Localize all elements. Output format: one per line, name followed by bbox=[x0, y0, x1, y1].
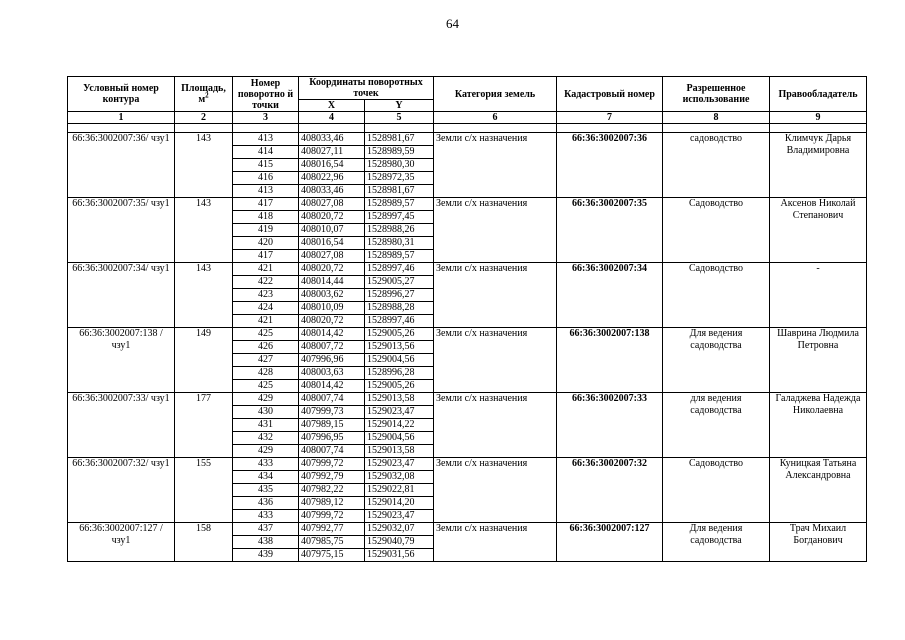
coord-x: 408022,96 bbox=[299, 172, 365, 185]
page-number: 64 bbox=[446, 16, 459, 31]
header-x: X bbox=[299, 100, 365, 112]
owner: Галаджева Надежда Николаевна bbox=[770, 393, 867, 458]
point-number: 430 bbox=[233, 406, 299, 419]
header-contour: Условный номер контура bbox=[68, 77, 175, 112]
coord-x: 407996,95 bbox=[299, 432, 365, 445]
point-number: 417 bbox=[233, 250, 299, 263]
col-number: 3 bbox=[233, 112, 299, 124]
coord-y: 1528981,67 bbox=[365, 185, 434, 198]
point-number: 413 bbox=[233, 133, 299, 146]
contour-number: 66:36:3002007:138 /чзу1 bbox=[68, 328, 175, 393]
coord-x: 408007,74 bbox=[299, 445, 365, 458]
coord-y: 1528989,57 bbox=[365, 250, 434, 263]
coord-x: 407996,96 bbox=[299, 354, 365, 367]
point-number: 417 bbox=[233, 198, 299, 211]
coord-x: 408003,63 bbox=[299, 367, 365, 380]
coord-y: 1529023,47 bbox=[365, 406, 434, 419]
owner: - bbox=[770, 263, 867, 328]
coord-x: 407989,15 bbox=[299, 419, 365, 432]
area-value: 143 bbox=[175, 263, 233, 328]
coord-y: 1528996,28 bbox=[365, 367, 434, 380]
coord-x: 407999,72 bbox=[299, 510, 365, 523]
coord-x: 407999,72 bbox=[299, 458, 365, 471]
coord-x: 408010,07 bbox=[299, 224, 365, 237]
header-owner: Правообладатель bbox=[770, 77, 867, 112]
coord-x: 407985,75 bbox=[299, 536, 365, 549]
coord-x: 408033,46 bbox=[299, 185, 365, 198]
coord-x: 407975,15 bbox=[299, 549, 365, 562]
col-number: 4 bbox=[299, 112, 365, 124]
point-number: 421 bbox=[233, 315, 299, 328]
header-coords: Координаты поворотных точек bbox=[299, 77, 434, 100]
col-number: 5 bbox=[365, 112, 434, 124]
coord-x: 408027,08 bbox=[299, 250, 365, 263]
contour-number: 66:36:3002007:35/ чзу1 bbox=[68, 198, 175, 263]
column-numbers-row bbox=[68, 112, 867, 124]
point-number: 419 bbox=[233, 224, 299, 237]
permitted-use: Садоводство bbox=[663, 198, 770, 263]
cadastral-number: 66:36:3002007:34 bbox=[557, 263, 663, 328]
coord-x: 407992,77 bbox=[299, 523, 365, 536]
coord-x: 408014,42 bbox=[299, 380, 365, 393]
point-number: 429 bbox=[233, 445, 299, 458]
coord-y: 1528988,26 bbox=[365, 224, 434, 237]
cadastral-number: 66:36:3002007:33 bbox=[557, 393, 663, 458]
contour-number: 66:36:3002007:127 /чзу1 bbox=[68, 523, 175, 562]
area-value: 155 bbox=[175, 458, 233, 523]
coord-y: 1528980,31 bbox=[365, 237, 434, 250]
table-row bbox=[68, 393, 867, 406]
coord-x: 408027,11 bbox=[299, 146, 365, 159]
coord-y: 1529014,22 bbox=[365, 419, 434, 432]
coord-y: 1529005,27 bbox=[365, 276, 434, 289]
coord-x: 408007,74 bbox=[299, 393, 365, 406]
coord-y: 1529004,56 bbox=[365, 432, 434, 445]
point-number: 425 bbox=[233, 380, 299, 393]
coord-y: 1528996,27 bbox=[365, 289, 434, 302]
point-number: 436 bbox=[233, 497, 299, 510]
coord-y: 1529004,56 bbox=[365, 354, 434, 367]
col-number: 1 bbox=[68, 112, 175, 124]
land-category: Земли с/х назначения bbox=[434, 328, 557, 393]
permitted-use: Для ведения садоводства bbox=[663, 328, 770, 393]
header-y: Y bbox=[365, 100, 434, 112]
coord-x: 408016,54 bbox=[299, 159, 365, 172]
col-number: 9 bbox=[770, 112, 867, 124]
point-number: 420 bbox=[233, 237, 299, 250]
coord-y: 1528972,35 bbox=[365, 172, 434, 185]
point-number: 415 bbox=[233, 159, 299, 172]
contour-number: 66:36:3002007:34/ чзу1 bbox=[68, 263, 175, 328]
header-use: Разрешенное использование bbox=[663, 77, 770, 112]
coord-y: 1528980,30 bbox=[365, 159, 434, 172]
cadastral-number: 66:36:3002007:35 bbox=[557, 198, 663, 263]
coord-x: 408016,54 bbox=[299, 237, 365, 250]
coord-x: 408007,72 bbox=[299, 341, 365, 354]
coord-y: 1528997,45 bbox=[365, 211, 434, 224]
coord-x: 408010,09 bbox=[299, 302, 365, 315]
coord-y: 1529013,56 bbox=[365, 341, 434, 354]
owner: Трач Михаил Богданович bbox=[770, 523, 867, 562]
land-category: Земли с/х назначения bbox=[434, 393, 557, 458]
coord-x: 408020,72 bbox=[299, 263, 365, 276]
coord-y: 1529023,47 bbox=[365, 458, 434, 471]
point-number: 424 bbox=[233, 302, 299, 315]
coord-y: 1528988,28 bbox=[365, 302, 434, 315]
col-number: 8 bbox=[663, 112, 770, 124]
permitted-use: Садоводство bbox=[663, 263, 770, 328]
area-value: 149 bbox=[175, 328, 233, 393]
owner: Куницкая Татьяна Александровна bbox=[770, 458, 867, 523]
coord-x: 408033,46 bbox=[299, 133, 365, 146]
point-number: 433 bbox=[233, 458, 299, 471]
coord-x: 408020,72 bbox=[299, 315, 365, 328]
point-number: 433 bbox=[233, 510, 299, 523]
coord-y: 1529013,58 bbox=[365, 445, 434, 458]
col-number: 2 bbox=[175, 112, 233, 124]
area-value: 143 bbox=[175, 198, 233, 263]
area-value: 158 bbox=[175, 523, 233, 562]
coord-y: 1529014,20 bbox=[365, 497, 434, 510]
cadastral-number: 66:36:3002007:138 bbox=[557, 328, 663, 393]
point-number: 426 bbox=[233, 341, 299, 354]
permitted-use: садоводство bbox=[663, 133, 770, 198]
coord-y: 1528981,67 bbox=[365, 133, 434, 146]
coord-y: 1529005,26 bbox=[365, 328, 434, 341]
header-cadastral: Кадастровый номер bbox=[557, 77, 663, 112]
coord-x: 407992,79 bbox=[299, 471, 365, 484]
point-number: 437 bbox=[233, 523, 299, 536]
point-number: 427 bbox=[233, 354, 299, 367]
coord-y: 1529032,07 bbox=[365, 523, 434, 536]
cadastral-number: 66:36:3002007:36 bbox=[557, 133, 663, 198]
header-area: Площадь, $м^2$ bbox=[175, 77, 233, 112]
permitted-use: Для ведения садоводства bbox=[663, 523, 770, 562]
coord-y: 1528989,57 bbox=[365, 198, 434, 211]
area-value: 143 bbox=[175, 133, 233, 198]
land-category: Земли с/х назначения bbox=[434, 263, 557, 328]
land-category: Земли с/х назначения bbox=[434, 198, 557, 263]
table-row bbox=[68, 523, 867, 536]
coord-y: 1529013,58 bbox=[365, 393, 434, 406]
col-number: 7 bbox=[557, 112, 663, 124]
coord-y: 1528997,46 bbox=[365, 263, 434, 276]
contour-number: 66:36:3002007:36/ чзу1 bbox=[68, 133, 175, 198]
table-row bbox=[68, 458, 867, 471]
point-number: 434 bbox=[233, 471, 299, 484]
point-number: 414 bbox=[233, 146, 299, 159]
area-value: 177 bbox=[175, 393, 233, 458]
point-number: 438 bbox=[233, 536, 299, 549]
point-number: 422 bbox=[233, 276, 299, 289]
point-number: 425 bbox=[233, 328, 299, 341]
coord-y: 1528997,46 bbox=[365, 315, 434, 328]
point-number: 429 bbox=[233, 393, 299, 406]
coord-y: 1529031,56 bbox=[365, 549, 434, 562]
contour-number: 66:36:3002007:32/ чзу1 bbox=[68, 458, 175, 523]
permitted-use: Садоводство bbox=[663, 458, 770, 523]
owner: Климчук Дарья Владимировна bbox=[770, 133, 867, 198]
header-category: Категория земель bbox=[434, 77, 557, 112]
coord-x: 407982,22 bbox=[299, 484, 365, 497]
blank-row bbox=[68, 124, 867, 133]
owner: Шаврина Людмила Петровна bbox=[770, 328, 867, 393]
coord-y: 1528989,59 bbox=[365, 146, 434, 159]
coord-x: 407989,12 bbox=[299, 497, 365, 510]
table-row bbox=[68, 263, 867, 276]
land-plots-table bbox=[67, 76, 867, 562]
coord-x: 408014,44 bbox=[299, 276, 365, 289]
coord-y: 1529032,08 bbox=[365, 471, 434, 484]
coord-x: 407999,73 bbox=[299, 406, 365, 419]
col-number: 6 bbox=[434, 112, 557, 124]
coord-x: 408014,42 bbox=[299, 328, 365, 341]
point-number: 431 bbox=[233, 419, 299, 432]
coord-y: 1529005,26 bbox=[365, 380, 434, 393]
point-number: 435 bbox=[233, 484, 299, 497]
point-number: 439 bbox=[233, 549, 299, 562]
table-row bbox=[68, 198, 867, 211]
point-number: 432 bbox=[233, 432, 299, 445]
point-number: 416 bbox=[233, 172, 299, 185]
coord-x: 408003,62 bbox=[299, 289, 365, 302]
point-number: 418 bbox=[233, 211, 299, 224]
coord-x: 408020,72 bbox=[299, 211, 365, 224]
land-category: Земли с/х назначения bbox=[434, 458, 557, 523]
point-number: 413 bbox=[233, 185, 299, 198]
owner: Аксенов Николай Степанович bbox=[770, 198, 867, 263]
coord-y: 1529023,47 bbox=[365, 510, 434, 523]
table-row bbox=[68, 328, 867, 341]
coord-x: 408027,08 bbox=[299, 198, 365, 211]
coord-y: 1529040,79 bbox=[365, 536, 434, 549]
cadastral-number: 66:36:3002007:127 bbox=[557, 523, 663, 562]
land-category: Земли с/х назначения bbox=[434, 523, 557, 562]
coord-y: 1529022,81 bbox=[365, 484, 434, 497]
land-category: Земли с/х назначения bbox=[434, 133, 557, 198]
point-number: 428 bbox=[233, 367, 299, 380]
header-point: Номер поворотно й точки bbox=[233, 77, 299, 112]
point-number: 423 bbox=[233, 289, 299, 302]
contour-number: 66:36:3002007:33/ чзу1 bbox=[68, 393, 175, 458]
cadastral-number: 66:36:3002007:32 bbox=[557, 458, 663, 523]
table-row bbox=[68, 133, 867, 146]
permitted-use: для ведения садоводства bbox=[663, 393, 770, 458]
point-number: 421 bbox=[233, 263, 299, 276]
